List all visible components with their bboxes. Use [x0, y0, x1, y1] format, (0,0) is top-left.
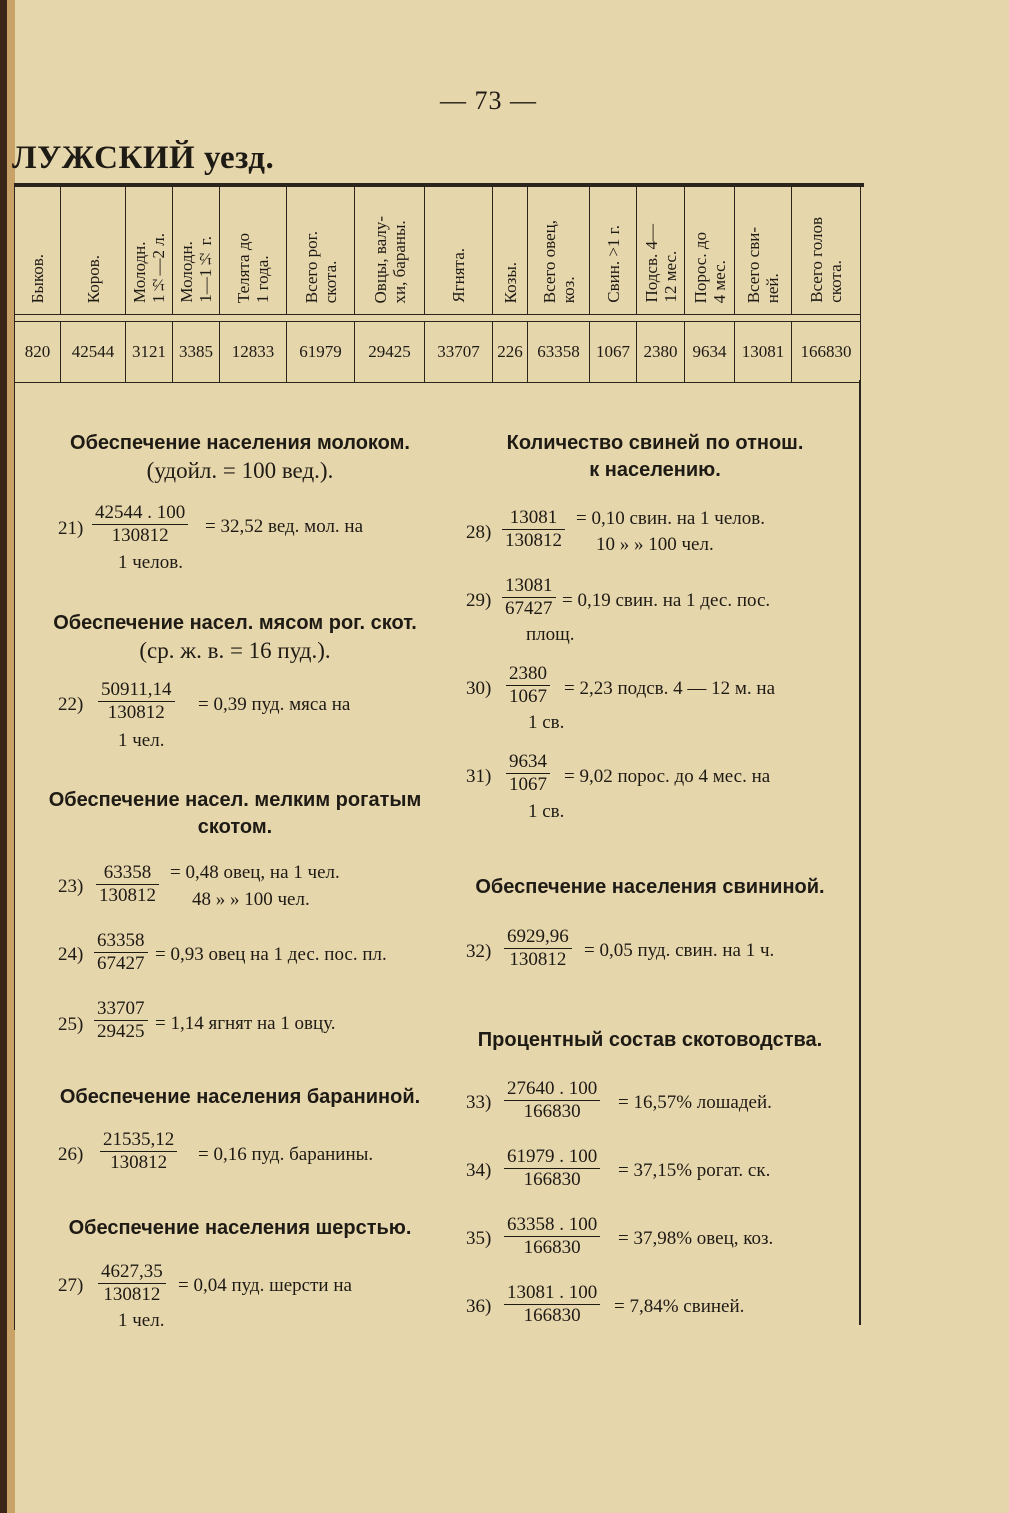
formula-continuation: 1 чел.: [118, 1310, 165, 1331]
formula-result: = 37,98% овец, коз.: [618, 1228, 774, 1249]
numerator: 63358: [94, 930, 148, 953]
denominator: 1067: [509, 774, 547, 795]
denominator: 67427: [505, 598, 553, 619]
denominator: 166830: [523, 1169, 581, 1190]
header-cell: [425, 187, 493, 315]
fraction: [504, 926, 572, 971]
header-label: Всего рог. скота.: [301, 230, 340, 303]
header-label: Молодн. 1—1½ г.: [177, 236, 215, 303]
formula-number: 29): [466, 590, 492, 611]
formula-number: 32): [466, 941, 492, 962]
formula-result-line2: 48 » » 100 чел.: [192, 889, 310, 910]
formula-number: 22): [58, 694, 84, 715]
value-cell: 33707: [425, 322, 493, 383]
formula-number: 27): [58, 1275, 84, 1296]
fraction: [100, 1129, 177, 1174]
formula-result: = 0,93 овец на 1 дес. пос. пл.: [155, 944, 387, 965]
denominator: 130812: [107, 702, 165, 723]
denominator: 166830: [523, 1101, 581, 1122]
formula-result: = 1,14 ягнят на 1 овцу.: [155, 1013, 336, 1034]
formula-result: = 0,10 свин. на 1 челов.: [576, 508, 765, 529]
denominator: 130812: [110, 1152, 168, 1173]
header-cell: [685, 187, 735, 315]
denominator: 130812: [509, 949, 567, 970]
fraction: [94, 930, 148, 975]
header-label: Козы.: [500, 261, 520, 303]
header-cell: [15, 187, 61, 315]
section-heading-percent: Процентный состав скотоводства.: [477, 1029, 823, 1051]
value-cell: 13081: [735, 322, 792, 383]
section-heading-wool: Обеспечение населения шерстью.: [68, 1217, 412, 1239]
fraction: [502, 507, 565, 552]
numerator: 6929,96: [504, 926, 572, 949]
formula-result: = 37,15% рогат. ск.: [618, 1160, 771, 1181]
header-label: Быков.: [28, 253, 47, 303]
numerator: 27640 . 100: [504, 1078, 600, 1101]
header-label: Коров.: [83, 254, 103, 303]
denominator: 67427: [97, 953, 145, 974]
formula-number: 33): [466, 1092, 492, 1113]
formula-continuation: 1 чел.: [118, 730, 165, 751]
section-heading-milk: Обеспечение населения молоком. (удойл. = 100 вед.).: [70, 432, 410, 483]
header-cell: [355, 187, 425, 315]
table-header-row: [15, 187, 861, 315]
header-label: Всего овец, коз.: [539, 219, 578, 303]
header-cell: [220, 187, 287, 315]
formula-result: = 7,84% свиней.: [614, 1296, 745, 1317]
formula-continuation: 1 св.: [528, 801, 565, 822]
numerator: 21535,12: [100, 1129, 177, 1152]
denominator: 29425: [97, 1021, 145, 1042]
numerator: 33707: [94, 998, 148, 1021]
formula-number: 25): [58, 1014, 84, 1035]
fraction: [94, 998, 148, 1043]
section-heading-pigs-ratio: Количество свиней по отнош. к населению.: [506, 432, 804, 481]
header-cell: [126, 187, 173, 315]
header-label: Порос. до 4 мес.: [690, 231, 729, 303]
header-cell: [287, 187, 355, 315]
section-heading-small-cattle: Обеспечение насел. мелким рогатым скотом.: [48, 789, 422, 838]
value-cell: 2380: [637, 322, 685, 383]
numerator: 9634: [506, 751, 550, 774]
header-label: Всего голов скота.: [807, 217, 845, 303]
formula-number: 21): [58, 518, 84, 539]
fraction: [502, 575, 556, 620]
formula-number: 23): [58, 876, 84, 897]
header-label: Всего сви- ней.: [744, 226, 782, 303]
denominator: 166830: [523, 1305, 581, 1326]
formula-result: = 2,23 подсв. 4 — 12 м. на: [564, 678, 776, 699]
fraction: [96, 862, 159, 907]
numerator: 13081 . 100: [504, 1282, 600, 1305]
value-cell: 1067: [590, 322, 637, 383]
fraction: [504, 1214, 600, 1259]
page-right-rule: [859, 380, 861, 1325]
table-divider-row: [15, 315, 861, 322]
formula-number: 34): [466, 1160, 492, 1181]
formula-result: = 0,16 пуд. баранины.: [198, 1144, 374, 1165]
formula-result: = 0,04 пуд. шерсти на: [178, 1275, 352, 1296]
header-label: Овцы, валу- хи, бараны.: [370, 215, 409, 303]
value-cell: 820: [15, 322, 61, 383]
fraction: [92, 502, 188, 547]
fraction: [506, 751, 550, 796]
formula-result: = 9,02 порос. до 4 мес. на: [564, 766, 771, 787]
fraction: [98, 679, 175, 724]
value-cell: 166830: [792, 322, 861, 383]
page-left-rule: [14, 380, 15, 1330]
formula-continuation: площ.: [526, 624, 575, 645]
numerator: 63358 . 100: [504, 1214, 600, 1237]
numerator: 2380: [506, 663, 550, 686]
formula-result-line2: 10 » » 100 чел.: [596, 534, 714, 555]
formula-number: 36): [466, 1296, 492, 1317]
header-label: Свин. >1 г.: [603, 225, 623, 303]
header-cell: [173, 187, 220, 315]
value-cell: 61979: [287, 322, 355, 383]
denominator: 166830: [523, 1237, 581, 1258]
numerator: 63358: [96, 862, 159, 885]
formula-result: = 0,39 пуд. мяса на: [198, 694, 351, 715]
denominator: 130812: [103, 1284, 161, 1305]
formula-number: 28): [466, 522, 492, 543]
section-heading-beef: Обеспечение насел. мясом рог. скот. (ср. ж. в. = 16 пуд.).: [53, 612, 417, 663]
value-cell: 29425: [355, 322, 425, 383]
page-number: — 73 —: [440, 86, 537, 115]
formula-result: = 0,05 пуд. свин. на 1 ч.: [584, 940, 775, 961]
header-label: Подсв. 4— 12 мес.: [641, 224, 680, 303]
header-cell: [493, 187, 528, 315]
section-heading-pork: Обеспечение населения свининой.: [475, 876, 825, 898]
header-cell: [637, 187, 685, 315]
formula-result: = 0,48 овец, на 1 чел.: [170, 862, 340, 883]
formula-number: 30): [466, 678, 492, 699]
section-heading-mutton: Обеспечение населения бараниной.: [59, 1086, 421, 1108]
fraction: [506, 663, 550, 708]
value-cell: 3385: [173, 322, 220, 383]
table-row: [15, 322, 861, 383]
fraction: [98, 1261, 166, 1306]
fraction: [504, 1282, 600, 1327]
value-cell: 3121: [126, 322, 173, 383]
header-label: Телята до 1 года.: [234, 232, 272, 303]
header-cell: [61, 187, 126, 315]
numerator: 13081: [502, 575, 556, 598]
numerator: 50911,14: [98, 679, 175, 702]
denominator: 130812: [99, 885, 156, 906]
formula-continuation: 1 челов.: [118, 552, 183, 573]
formula-continuation: 1 св.: [528, 712, 565, 733]
formula-number: 31): [466, 766, 492, 787]
value-cell: 12833: [220, 322, 287, 383]
formula-result: = 0,19 свин. на 1 дес. пос.: [562, 590, 771, 611]
numerator: 42544 . 100: [92, 502, 188, 525]
numerator: 13081: [502, 507, 565, 530]
denominator: 130812: [111, 525, 169, 546]
binding-edge: [0, 0, 7, 1513]
numerator: 61979 . 100: [504, 1146, 600, 1169]
fraction: [504, 1078, 600, 1123]
header-cell: [735, 187, 792, 315]
formula-result: = 32,52 вед. мол. на: [205, 516, 364, 537]
denominator: 130812: [505, 530, 562, 551]
header-label: Молодн. 1½—2 л.: [130, 233, 168, 303]
district-title: ЛУЖСКИЙ уезд.: [12, 140, 275, 176]
fraction: [504, 1146, 600, 1191]
formula-number: 24): [58, 944, 84, 965]
denominator: 1067: [509, 686, 547, 707]
header-cell: [528, 187, 590, 315]
header-cell: [792, 187, 861, 315]
formula-number: 35): [466, 1228, 492, 1249]
header-cell: [590, 187, 637, 315]
value-cell: 63358: [528, 322, 590, 383]
value-cell: 226: [493, 322, 528, 383]
header-label: Ягнята.: [449, 248, 468, 303]
value-cell: 9634: [685, 322, 735, 383]
formula-result: = 16,57% лошадей.: [618, 1092, 772, 1113]
formula-number: 26): [58, 1144, 84, 1165]
numerator: 4627,35: [98, 1261, 166, 1284]
value-cell: 42544: [61, 322, 126, 383]
livestock-table: [14, 186, 861, 383]
